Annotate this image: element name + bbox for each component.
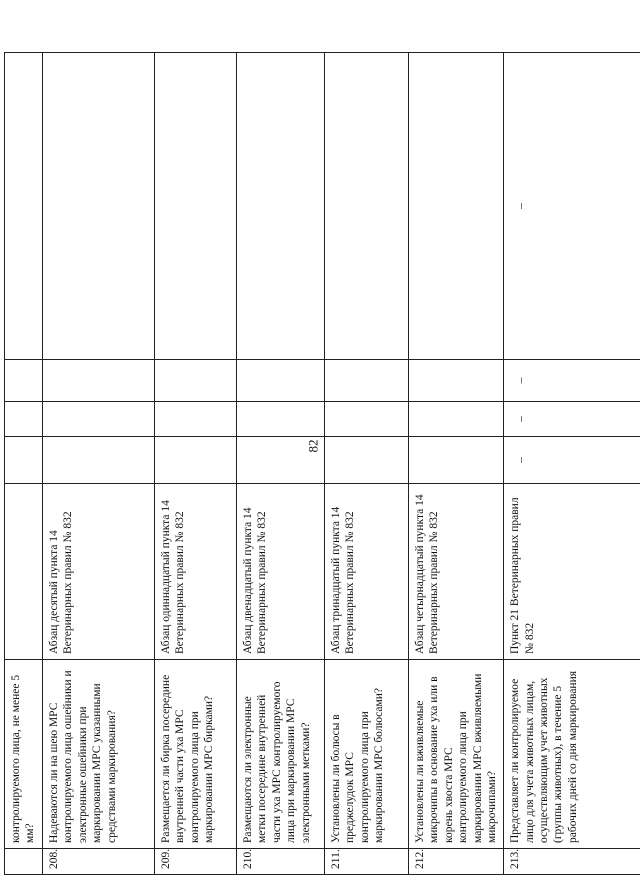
answer-mark <box>159 407 165 431</box>
answer-cell <box>504 437 640 484</box>
note-mark <box>159 58 165 354</box>
answer-cell <box>43 402 155 437</box>
row-number-cell: 213. <box>504 849 640 875</box>
answer-mark <box>159 442 165 478</box>
note-cell <box>504 53 640 360</box>
answer-cell <box>325 437 409 484</box>
answer-cell <box>504 360 640 402</box>
answer-mark <box>329 365 335 396</box>
answer-mark <box>241 442 247 478</box>
answer-mark: – <box>515 416 528 422</box>
row-number-cell: 211. <box>325 849 409 875</box>
note-mark <box>241 58 247 354</box>
answer-cell <box>237 360 325 402</box>
answer-mark <box>329 442 335 478</box>
answer-cell <box>325 402 409 437</box>
page-number: 82 <box>305 439 321 453</box>
answer-cell <box>237 402 325 437</box>
answer-cell <box>155 437 237 484</box>
row-number-cell: 208. <box>43 849 155 875</box>
row-number-cell: 209. <box>155 849 237 875</box>
legal-reference-cell: Абзац двенадцатый пункта 14 Ветеринарных правил № 832 <box>237 484 325 660</box>
answer-mark <box>159 365 165 396</box>
note-cell <box>43 53 155 360</box>
note-cell <box>155 53 237 360</box>
table-row <box>237 53 325 875</box>
answer-mark <box>241 407 247 431</box>
answer-cell <box>43 360 155 402</box>
answer-cell <box>237 437 325 484</box>
question-cell: Установлены ли вживляемые микрочипы в основание уха или в корень хвоста МРС контролируемого лица при маркировании МРС вживляемыми микрочипами? <box>409 660 504 849</box>
answer-mark <box>47 365 53 396</box>
answer-cell <box>409 402 504 437</box>
legal-reference-cell <box>5 484 43 660</box>
answer-mark <box>9 407 15 431</box>
table-row <box>409 53 504 875</box>
table-row <box>43 53 155 875</box>
answer-cell <box>155 402 237 437</box>
table-row <box>325 53 409 875</box>
row-number-cell: 210. <box>237 849 325 875</box>
table-row <box>155 53 237 875</box>
row-number-cell <box>5 849 43 875</box>
note-mark: – <box>515 203 528 209</box>
note-mark <box>47 58 53 354</box>
question-cell: контролируемого лица, не менее 5 мм? <box>5 660 43 849</box>
answer-mark <box>413 407 419 431</box>
question-cell: Размещается ли бирка посередине внутренней части уха МРС контролируемого лица при маркировании МРС бирками? <box>155 660 237 849</box>
answer-mark: – <box>515 457 528 463</box>
note-cell <box>5 53 43 360</box>
answer-mark: – <box>515 377 528 384</box>
legal-reference-cell: Абзац десятый пункта 14 Ветеринарных правил № 832 <box>43 484 155 660</box>
answer-mark <box>47 442 53 478</box>
checklist-table <box>4 52 640 875</box>
legal-reference-cell: Абзац одиннадцатый пункта 14 Ветеринарных правил № 832 <box>155 484 237 660</box>
answer-cell <box>504 402 640 437</box>
note-cell <box>409 53 504 360</box>
note-mark <box>9 58 15 354</box>
answer-mark <box>9 442 15 478</box>
note-cell <box>237 53 325 360</box>
answer-cell <box>5 360 43 402</box>
row-number-cell: 212. <box>409 849 504 875</box>
answer-mark <box>9 365 15 396</box>
question-cell: Представляет ли контролируемое лицо для учета животных лицам, осуществляющим учет животных (группы животных), в течение 5 рабочих дней со дня маркирования <box>504 660 640 849</box>
answer-mark <box>241 365 247 396</box>
note-cell <box>325 53 409 360</box>
answer-cell <box>409 437 504 484</box>
table-row <box>504 53 640 875</box>
answer-mark <box>413 442 419 478</box>
question-cell: Размещаются ли электронные метки посередине внутренней части уха МРС контролируемого лица при маркировании МРС электронными метками? <box>237 660 325 849</box>
answer-cell <box>5 402 43 437</box>
answer-mark <box>47 407 53 431</box>
answer-cell <box>409 360 504 402</box>
checklist-table-container <box>4 53 634 875</box>
note-mark <box>413 58 419 354</box>
answer-mark <box>329 407 335 431</box>
answer-mark <box>413 365 419 396</box>
legal-reference-cell: Абзац четырнадцатый пункта 14 Ветеринарных правил № 832 <box>409 484 504 660</box>
table-row <box>5 53 43 875</box>
legal-reference-cell: Абзац тринадцатый пункта 14 Ветеринарных правил № 832 <box>325 484 409 660</box>
answer-cell <box>325 360 409 402</box>
note-mark <box>329 58 335 354</box>
question-cell: Надеваются ли на шею МРС контролируемого лица ошейники и электронные ошейники при маркировании МРС указанными средствами маркирования? <box>43 660 155 849</box>
answer-cell <box>5 437 43 484</box>
answer-cell <box>155 360 237 402</box>
question-cell: Установлены ли болюсы в преджелудок МРС контролируемого лица при маркировании МРС болюсами? <box>325 660 409 849</box>
answer-cell <box>43 437 155 484</box>
legal-reference-cell: Пункт 21 Ветеринарных правил № 832 <box>504 484 640 660</box>
